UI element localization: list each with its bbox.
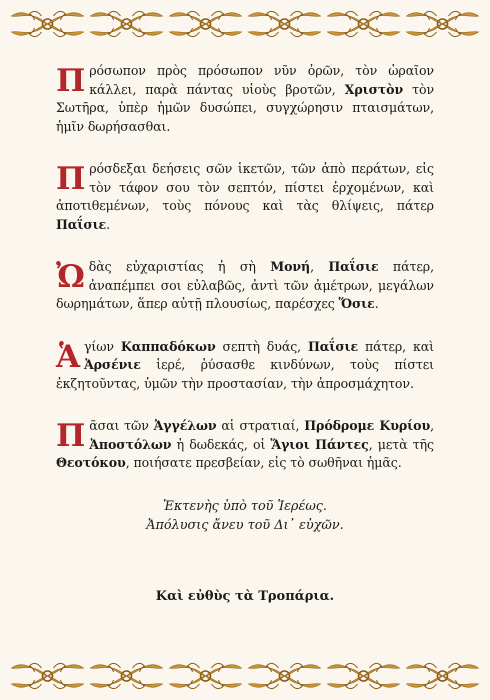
hymn-text: ἱερέ, ῥύσασθε κινδύνων, τοὺς πίστει ἐκζητοῦντας, ὑμῶν τὴν προστασίαν, τὴν ἀπροσμάχητον. (56, 357, 434, 391)
text-body (56, 62, 434, 617)
rubric-line: Ἐκτενὴς ὑπὸ τοῦ Ἱερέως. (162, 498, 327, 514)
emphasized-name: Ἀρσένιε (83, 357, 141, 372)
emphasized-name: Ὅσιε (338, 296, 375, 311)
paragraph-list (56, 62, 434, 473)
hymn-text: τὸν Σωτῆρα, ὑπὲρ ἡμῶν δυσώπει, συγχώρησιν πταισμάτων, ἡμῖν δωρήσασθαι. (56, 81, 435, 134)
hymn-text: , (310, 259, 329, 274)
ornament-motif (170, 11, 242, 36)
emphasized-name: Παΐσιε (56, 216, 107, 232)
hymn-text: ρόσωπον πρὸς πρόσωπον νῦν ὁρῶν, τὸν ὡραῖον κάλλει, παρὰ πάντας υἱοὺς βροτῶν, (89, 63, 434, 97)
ornament-motif (91, 663, 163, 688)
hymn-text: , (430, 418, 434, 433)
bottom-ornamental-border (8, 654, 482, 698)
ornament-border-icon (8, 654, 482, 698)
hymn-text: , ποιήσατε πρεσβείαν, εἰς τὸ σωθῆναι ἡμᾶς. (125, 455, 402, 470)
hymn-text: γίων (83, 338, 121, 354)
hymn-text: δὰς εὐχαριστίας ἡ σὴ (88, 259, 271, 274)
emphasized-name: Χριστὸν (344, 81, 404, 97)
ornament-motif (328, 663, 400, 688)
emphasized-name: Μονή (270, 259, 311, 274)
rubric-line: Ἀπόλυσις ἄνευ τοῦ Δι᾽ εὐχῶν. (146, 517, 344, 533)
ornament-border-icon (8, 2, 482, 46)
closing-instruction: Καὶ εὐθὺς τὰ Τροπάρια. (155, 588, 335, 604)
hymn-text: σεπτὴ δυάς, (215, 338, 308, 354)
ornament-motif (91, 11, 163, 36)
rubric-block (56, 497, 434, 535)
drop-cap: Π (56, 418, 86, 454)
drop-cap: Ὠ (56, 259, 85, 295)
ornament-motif (407, 11, 479, 36)
hymn-text: αἱ στρατιαί, (216, 418, 305, 433)
ornament-motif (12, 663, 84, 688)
drop-cap: Π (56, 161, 86, 197)
ornament-motif (249, 11, 321, 36)
emphasized-name: Παΐσιε (328, 259, 379, 274)
ornament-motif (249, 663, 321, 688)
drop-cap: Π (56, 63, 86, 99)
hymn-text: . (106, 216, 111, 232)
hymn-text: ρόσδεξαι δεήσεις σῶν ἱκετῶν, τῶν ἀπὸ περάτων, εἰς τὸν τάφον σου τὸν σεπτόν, πίστει ἐρχομένων, καὶ ἀποτιθεμένων, τοὺς πόνους καὶ τὰς θλίψεις, πάτερ (56, 161, 434, 213)
hymn-paragraph (56, 417, 434, 473)
top-ornamental-border (8, 2, 482, 46)
ornament-motif (170, 663, 242, 688)
emphasized-name: Θεοτόκου (56, 455, 126, 470)
emphasized-name: Παΐσιε (307, 338, 359, 354)
hymn-text: . (374, 296, 379, 311)
hymn-text: πάτερ, καὶ (358, 338, 434, 354)
hymn-text: πάτερ, ἀναπέμπει σοι εὐλαβῶς, ἀντὶ τῶν ἀμέτρων, μεγάλων δωρημάτων, ἅπερ αὐτῇ πλουσίως, παρέσχες (56, 259, 434, 311)
emphasized-name: Ἅγιοι Πάντες (270, 436, 369, 452)
ornament-motif (407, 663, 479, 688)
emphasized-name: Πρόδρομε Κυρίου (304, 418, 431, 433)
drop-cap: Ἁ (56, 338, 80, 375)
emphasized-name: Ἀγγέλων (153, 418, 217, 433)
hymn-text: , μετὰ τῆς (368, 436, 435, 452)
ornament-motif (12, 11, 84, 36)
hymn-paragraph (56, 160, 434, 234)
hymn-paragraph (56, 258, 434, 314)
hymn-text: ἡ δωδεκάς, οἱ (171, 436, 271, 452)
hymn-paragraph (56, 338, 434, 394)
ornament-motif (328, 11, 400, 36)
hymn-text: ᾶσαι τῶν (89, 418, 154, 433)
emphasized-name: Ἀποστόλων (89, 436, 172, 452)
hymn-paragraph (56, 62, 434, 136)
emphasized-name: Καππαδόκων (120, 338, 216, 354)
